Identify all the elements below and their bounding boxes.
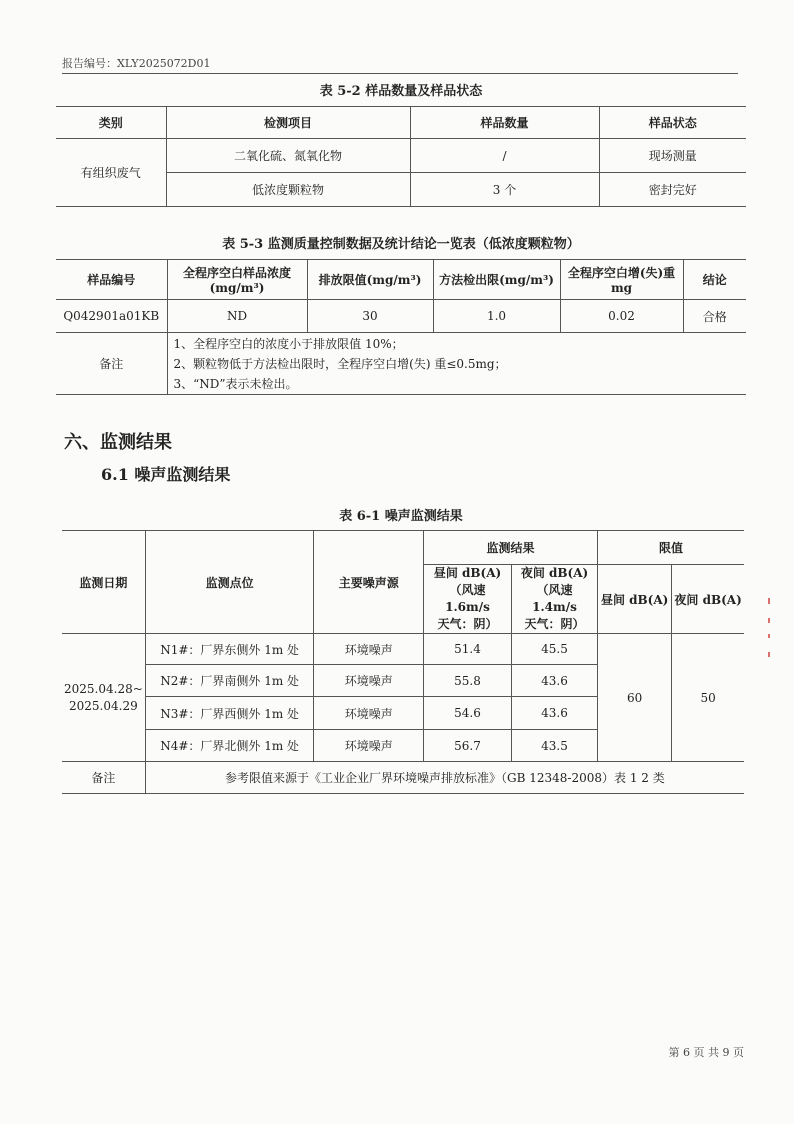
- night-label: 夜间 dB(A): [520, 566, 589, 580]
- col-header-limit: 限值: [598, 531, 744, 565]
- date-end: 2025.04.29: [69, 698, 138, 713]
- col-header: 检测项目: [166, 107, 410, 139]
- table-5-3-caption: 表 5-3 监测质量控制数据及统计结论一览表（低浓度颗粒物）: [222, 237, 580, 252]
- note-label: 备注: [62, 762, 145, 794]
- note-line: 1、全程序空白的浓度小于排放限值 10%；: [173, 336, 404, 351]
- col-header-night: [512, 565, 598, 634]
- col-header: 结论: [683, 260, 746, 300]
- conclusion-cell: 合格: [683, 300, 746, 333]
- blank-conc-cell: ND: [167, 300, 307, 333]
- table-row: [62, 634, 744, 665]
- col-header: 样品数量: [410, 107, 599, 139]
- night-value: 45.5: [512, 634, 598, 665]
- col-header-point: 监测点位: [145, 531, 314, 634]
- limit-night-value: 50: [672, 634, 744, 762]
- table-row: [62, 762, 744, 794]
- col-header: 样品编号: [56, 260, 167, 300]
- item-cell: 二氧化硫、氮氧化物: [166, 139, 410, 173]
- table-5-3: [56, 259, 746, 395]
- qty-cell: 3 个: [410, 173, 599, 207]
- col-header-day: [424, 565, 512, 634]
- col-header-source: 主要噪声源: [314, 531, 424, 634]
- night-value: 43.6: [512, 697, 598, 730]
- seal-mark: [768, 652, 770, 657]
- date-start: 2025.04.28~: [64, 681, 143, 696]
- table-6-1-caption: 表 6-1 噪声监测结果: [339, 509, 463, 524]
- day-value: 54.6: [424, 697, 512, 730]
- table-row: [56, 300, 746, 333]
- status-cell: 现场测量: [599, 139, 746, 173]
- section-title: 六、监测结果: [64, 432, 172, 453]
- status-cell: 密封完好: [599, 173, 746, 207]
- table-5-2-caption: 表 5-2 样品数量及样品状态: [319, 84, 483, 99]
- col-header-result: 监测结果: [424, 531, 598, 565]
- limit-cell: 30: [307, 300, 433, 333]
- source-cell: 环境噪声: [314, 665, 424, 697]
- night-weather: 天气：阴）: [524, 617, 585, 631]
- point-cell: N3#：厂界西侧外 1m 处: [145, 697, 314, 730]
- col-header: 全程序空白样品浓度(mg/m³): [167, 260, 307, 300]
- day-label: 昼间 dB(A): [433, 566, 502, 580]
- table-row: [56, 139, 746, 173]
- item-cell: 低浓度颗粒物: [166, 173, 410, 207]
- limit-day-value: 60: [598, 634, 672, 762]
- table-5-2: [56, 106, 746, 207]
- note-label: 备注: [56, 333, 167, 395]
- sample-id-cell: Q042901a01KB: [56, 300, 167, 333]
- weight-cell: 0.02: [560, 300, 683, 333]
- table-6-1: [62, 530, 744, 794]
- point-cell: N1#：厂界东侧外 1m 处: [145, 634, 314, 665]
- day-value: 55.8: [424, 665, 512, 697]
- col-header: 排放限值(mg/m³): [307, 260, 433, 300]
- col-header: 全程序空白增(失)重 mg: [560, 260, 683, 300]
- col-header: 方法检出限(mg/m³): [433, 260, 560, 300]
- day-value: 56.7: [424, 730, 512, 762]
- note-line: 2、颗粒物低于方法检出限时，全程序空白增(失) 重≤0.5mg；: [173, 356, 507, 371]
- seal-mark: [768, 634, 770, 638]
- date-cell: [62, 634, 145, 762]
- category-cell: 有组织废气: [56, 139, 166, 207]
- note-cell: [167, 333, 746, 395]
- source-cell: 环境噪声: [314, 634, 424, 665]
- note-line: 3、“ND”表示未检出。: [173, 376, 298, 391]
- note-cell: 参考限值来源于《工业企业厂界环境噪声排放标准》（GB 12348-2008）表 1 2 类: [145, 762, 744, 794]
- night-value: 43.5: [512, 730, 598, 762]
- night-value: 43.6: [512, 665, 598, 697]
- day-value: 51.4: [424, 634, 512, 665]
- report-number: 报告编号：XLY2025072D01: [62, 57, 211, 70]
- night-wind: （风速 1.4m/s: [532, 583, 577, 614]
- col-header: 样品状态: [599, 107, 746, 139]
- seal-mark: [768, 598, 770, 604]
- source-cell: 环境噪声: [314, 697, 424, 730]
- table-row: [56, 333, 746, 395]
- header-divider: [62, 73, 738, 74]
- subsection-title: 6.1 噪声监测结果: [101, 465, 231, 484]
- seal-mark: [768, 618, 770, 623]
- detect-limit-cell: 1.0: [433, 300, 560, 333]
- day-wind: （风速 1.6m/s: [445, 583, 490, 614]
- col-header: 类别: [56, 107, 166, 139]
- day-weather: 天气：阴）: [437, 617, 498, 631]
- col-header-date: 监测日期: [62, 531, 145, 634]
- col-header-limit-night: 夜间 dB(A): [672, 565, 744, 634]
- col-header-limit-day: 昼间 dB(A): [598, 565, 672, 634]
- point-cell: N4#：厂界北侧外 1m 处: [145, 730, 314, 762]
- page-number: 第 6 页 共 9 页: [668, 1046, 744, 1059]
- point-cell: N2#：厂界南侧外 1m 处: [145, 665, 314, 697]
- source-cell: 环境噪声: [314, 730, 424, 762]
- qty-cell: /: [410, 139, 599, 173]
